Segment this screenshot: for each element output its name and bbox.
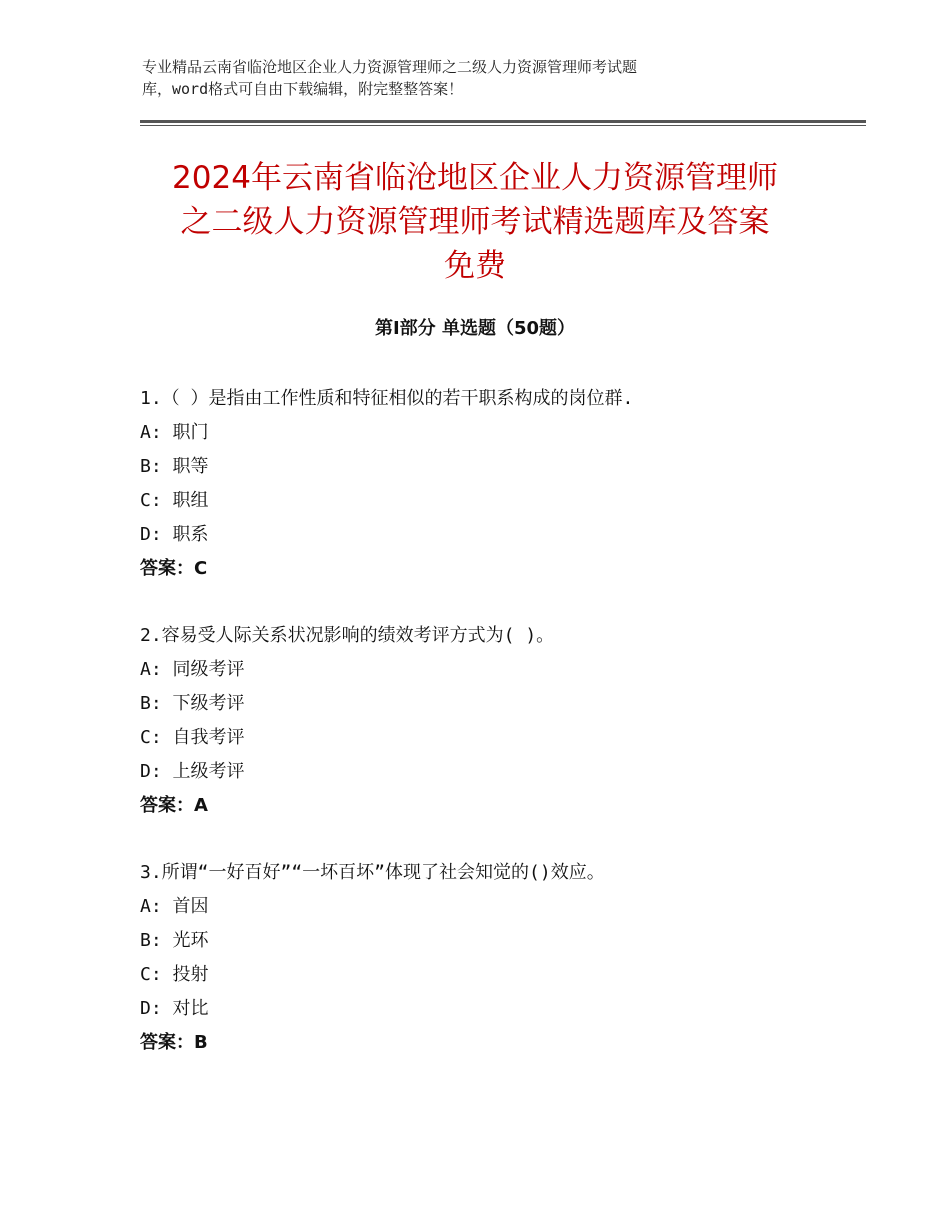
question-option-b: B: 职等 [140,456,209,477]
question-answer: 答案：B [140,1032,208,1053]
question-stem: 1.（ ）是指由工作性质和特征相似的若干职系构成的岗位群. [140,388,634,409]
question-list [140,382,840,1093]
document-title-line-1: 2024年云南省临沧地区企业人力资源管理师 [172,160,778,196]
question-answer: 答案：A [140,795,208,816]
question-1 [140,382,840,586]
document-title-line-3: 免费 [444,248,506,284]
question-option-a: A: 同级考评 [140,659,245,680]
document-title-line-2: 之二级人力资源管理师考试精选题库及答案 [180,204,770,240]
header-divider [140,120,866,123]
section-title: 第Ⅰ部分 单选题（50题） [374,318,575,339]
question-option-a: A: 职门 [140,422,209,443]
question-option-c: C: 自我考评 [140,727,245,748]
question-3 [140,856,840,1060]
header-note-line-2: 库，word格式可自由下载编辑，附完整整答案！ [142,80,464,98]
question-option-d: D: 上级考评 [140,761,245,782]
question-option-a: A: 首因 [140,896,209,917]
document-title [100,156,850,288]
question-option-c: C: 投射 [140,964,209,985]
header-divider-thin [140,125,866,126]
header-note [142,56,802,100]
header-note-line-1: 专业精品云南省临沧地区企业人力资源管理师之二级人力资源管理师考试题 [142,58,638,76]
question-option-d: D: 对比 [140,998,209,1019]
question-stem: 3.所谓“一好百好”“一坏百坏”体现了社会知觉的()效应。 [140,862,605,883]
question-option-d: D: 职系 [140,524,209,545]
question-answer: 答案：C [140,558,208,579]
question-option-b: B: 光环 [140,930,209,951]
question-2 [140,619,840,823]
question-option-b: B: 下级考评 [140,693,245,714]
question-option-c: C: 职组 [140,490,209,511]
question-stem: 2.容易受人际关系状况影响的绩效考评方式为( )。 [140,625,555,646]
